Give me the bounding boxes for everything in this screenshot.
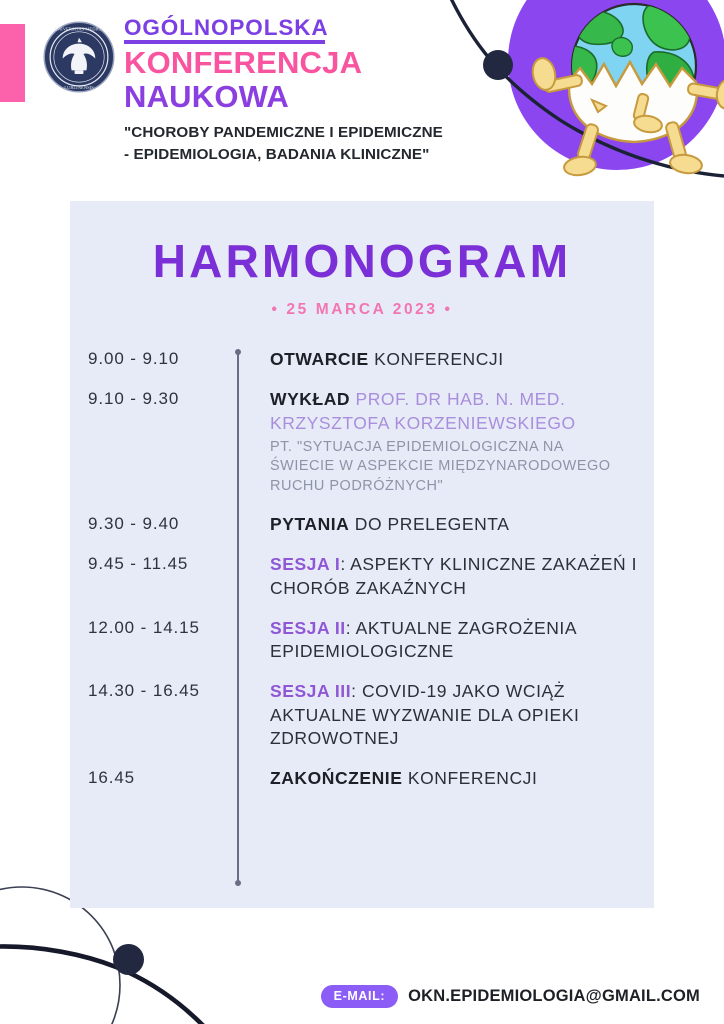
schedule-row-lead: SESJA II xyxy=(270,617,346,638)
schedule-row-lead: WYKŁAD xyxy=(270,389,351,410)
schedule-row-rest: : AKTUALNE ZAGROŻENIA EPIDEMIOLOGICZNE xyxy=(270,617,577,662)
panel-title: HARMONOGRAM xyxy=(152,235,572,287)
schedule-row-rest: KONFERENCJI xyxy=(368,349,504,369)
schedule-row-time: 12.00 - 14.15 xyxy=(88,617,200,637)
header-line-naukowa: NAUKOWA xyxy=(124,78,289,114)
schedule-row-subtitle: PT. "SYTUACJA EPIDEMIOLOGICZNA NA ŚWIECIE W ASPEKCIE MIĘDZYNARODOWEGO RUCHU PODRÓŻNYCH" xyxy=(270,438,611,494)
schedule-row-body xyxy=(237,617,654,664)
orbit-node-bottom-icon xyxy=(113,944,144,975)
poster-header xyxy=(124,16,524,166)
schedule-row-rest: DO PRELEGENTA xyxy=(349,514,510,535)
schedule-row-body xyxy=(237,388,654,496)
schedule-row-title xyxy=(270,617,654,664)
svg-text:UNIVERSITAS MEDICA: UNIVERSITAS MEDICA xyxy=(54,26,104,32)
schedule-row-time: 9.00 - 9.10 xyxy=(88,349,180,368)
schedule-row-time: 16.45 xyxy=(88,768,136,788)
schedule-row xyxy=(88,388,654,496)
email-address[interactable]: OKN.EPIDEMIOLOGIA@GMAIL.COM xyxy=(408,987,700,1005)
svg-text:LUBLINENSIS: LUBLINENSIS xyxy=(64,84,94,90)
university-seal-logo xyxy=(42,20,116,94)
schedule-row-title xyxy=(270,553,654,600)
schedule-row-rest: : ASPEKTY KLINICZNE ZAKAŻEŃ I CHORÓB ZAKAŹNYCH xyxy=(270,554,637,598)
schedule-row xyxy=(88,767,654,790)
schedule-row-lead: OTWARCIE xyxy=(270,349,369,369)
schedule-row-lead: SESJA I xyxy=(270,554,341,575)
schedule-row-rest: : COVID-19 JAKO WCIĄŻ AKTUALNE WYZWANIE DLA OPIEKI ZDROWOTNEJ xyxy=(270,681,580,748)
schedule-panel xyxy=(70,201,654,908)
schedule-row-time: 14.30 - 16.45 xyxy=(88,681,200,701)
pink-accent-block xyxy=(0,24,25,102)
header-line-ogolnopolska: OGÓLNOPOLSKA xyxy=(124,15,329,40)
schedule-row-body xyxy=(237,513,654,536)
globe-in-eggshell-icon xyxy=(530,0,724,194)
schedule-row xyxy=(88,553,654,600)
email-label-pill: E-MAIL: xyxy=(321,985,398,1008)
schedule-row xyxy=(88,617,654,664)
schedule-divider-line xyxy=(237,352,239,883)
purple-circle-shape xyxy=(508,0,724,170)
schedule-row-body xyxy=(237,348,654,371)
schedule-row xyxy=(88,680,654,750)
schedule-row-speaker: PROF. DR HAB. N. MED. KRZYSZTOFA KORZENIEWSKIEGO xyxy=(270,389,576,433)
poster-footer xyxy=(0,985,724,1008)
panel-date: • 25 MARCA 2023 • xyxy=(271,301,453,318)
schedule-row-lead: ZAKOŃCZENIE xyxy=(270,768,403,789)
header-underline-rule xyxy=(124,40,325,44)
schedule-row-body xyxy=(237,767,654,790)
subtitle-line-2: - EPIDEMIOLOGIA, BADANIA KLINICZNE" xyxy=(124,146,430,164)
schedule-row xyxy=(88,513,654,536)
schedule-row xyxy=(88,348,654,371)
schedule-row-title xyxy=(270,767,654,790)
schedule-row-rest: KONFERENCJI xyxy=(402,768,538,789)
schedule-row-title xyxy=(270,348,654,371)
schedule-row-time: 9.10 - 9.30 xyxy=(88,389,180,409)
schedule-row-lead: PYTANIA xyxy=(270,514,350,535)
schedule-row-title xyxy=(270,680,654,750)
schedule-row-body xyxy=(237,553,654,600)
schedule-row-title xyxy=(270,513,654,536)
schedule-row-time: 9.30 - 9.40 xyxy=(88,514,180,534)
schedule-row-title xyxy=(270,388,654,435)
subtitle-line-1: "CHOROBY PANDEMICZNE I EPIDEMICZNE xyxy=(124,124,443,142)
schedule-list xyxy=(70,348,654,790)
schedule-row-body xyxy=(237,680,654,750)
schedule-row-time: 9.45 - 11.45 xyxy=(88,554,189,574)
poster-subtitle xyxy=(124,122,524,166)
schedule-row-lead: SESJA III xyxy=(270,681,352,702)
header-line-konferencja: KONFERENCJA xyxy=(124,45,363,81)
